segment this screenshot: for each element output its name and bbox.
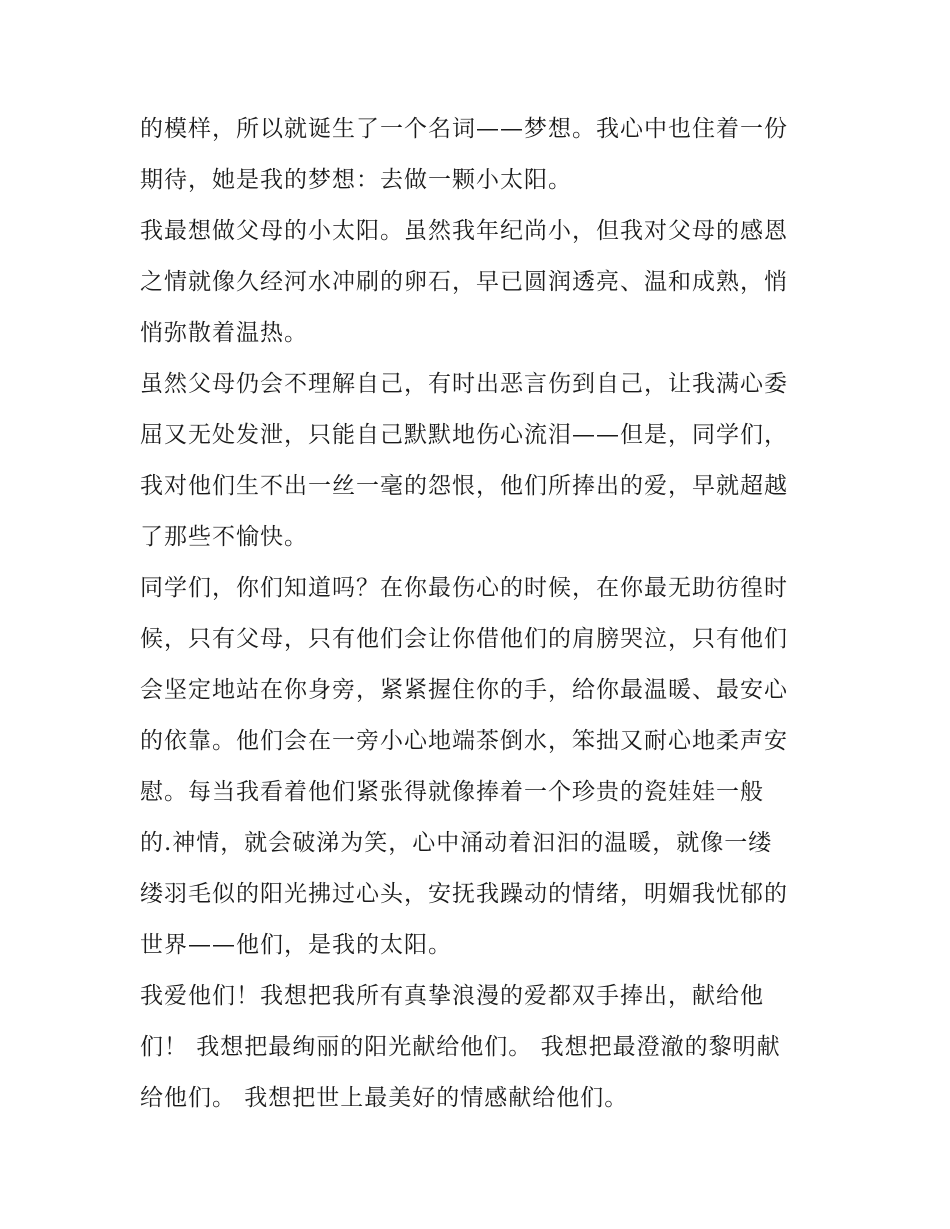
text-line: 同学们，你们知道吗？在你最伤心的时候，在你最无助彷徨时	[140, 575, 788, 601]
text-line: 世界——他们，是我的太阳。	[140, 932, 452, 958]
text-line: 悄弥散着温热。	[140, 320, 308, 346]
text-line: 的模样，所以就诞生了一个名词——梦想。我心中也住着一份	[140, 116, 788, 142]
text-line: 慰。每当我看着他们紧张得就像捧着一个珍贵的瓷娃娃一般	[140, 779, 764, 805]
text-line: 们！ 我想把最绚丽的阳光献给他们。 我想把最澄澈的黎明献	[140, 1034, 781, 1060]
text-line: 给他们。 我想把世上最美好的情感献给他们。	[140, 1085, 629, 1111]
text-line: 之情就像久经河水冲刷的卵石，早已圆润透亮、温和成熟，悄	[140, 269, 788, 295]
text-line: 的.神情，就会破涕为笑，心中涌动着汩汩的温暖，就像一缕	[140, 830, 773, 856]
text-line: 缕羽毛似的阳光拂过心头，安抚我躁动的情绪，明媚我忧郁的	[140, 881, 788, 907]
text-line: 的依靠。他们会在一旁小心地端茶倒水，笨拙又耐心地柔声安	[140, 728, 788, 754]
text-line: 我最想做父母的小太阳。虽然我年纪尚小，但我对父母的感恩	[140, 218, 788, 244]
text-line: 屈又无处发泄，只能自己默默地伤心流泪——但是，同学们，	[140, 422, 788, 448]
text-line: 期待，她是我的梦想：去做一颗小太阳。	[140, 167, 572, 193]
text-line: 我对他们生不出一丝一毫的怨恨，他们所捧出的爱，早就超越	[140, 473, 788, 499]
text-line: 虽然父母仍会不理解自己，有时出恶言伤到自己，让我满心委	[140, 371, 788, 397]
body-text	[140, 104, 820, 1124]
text-line: 候，只有父母，只有他们会让你借他们的肩膀哭泣，只有他们	[140, 626, 788, 652]
text-line: 会坚定地站在你身旁，紧紧握住你的手，给你最温暖、最安心	[140, 677, 788, 703]
text-line: 了那些不愉快。	[140, 524, 308, 550]
text-line: 我爱他们！我想把我所有真挚浪漫的爱都双手捧出，献给他	[140, 983, 764, 1009]
